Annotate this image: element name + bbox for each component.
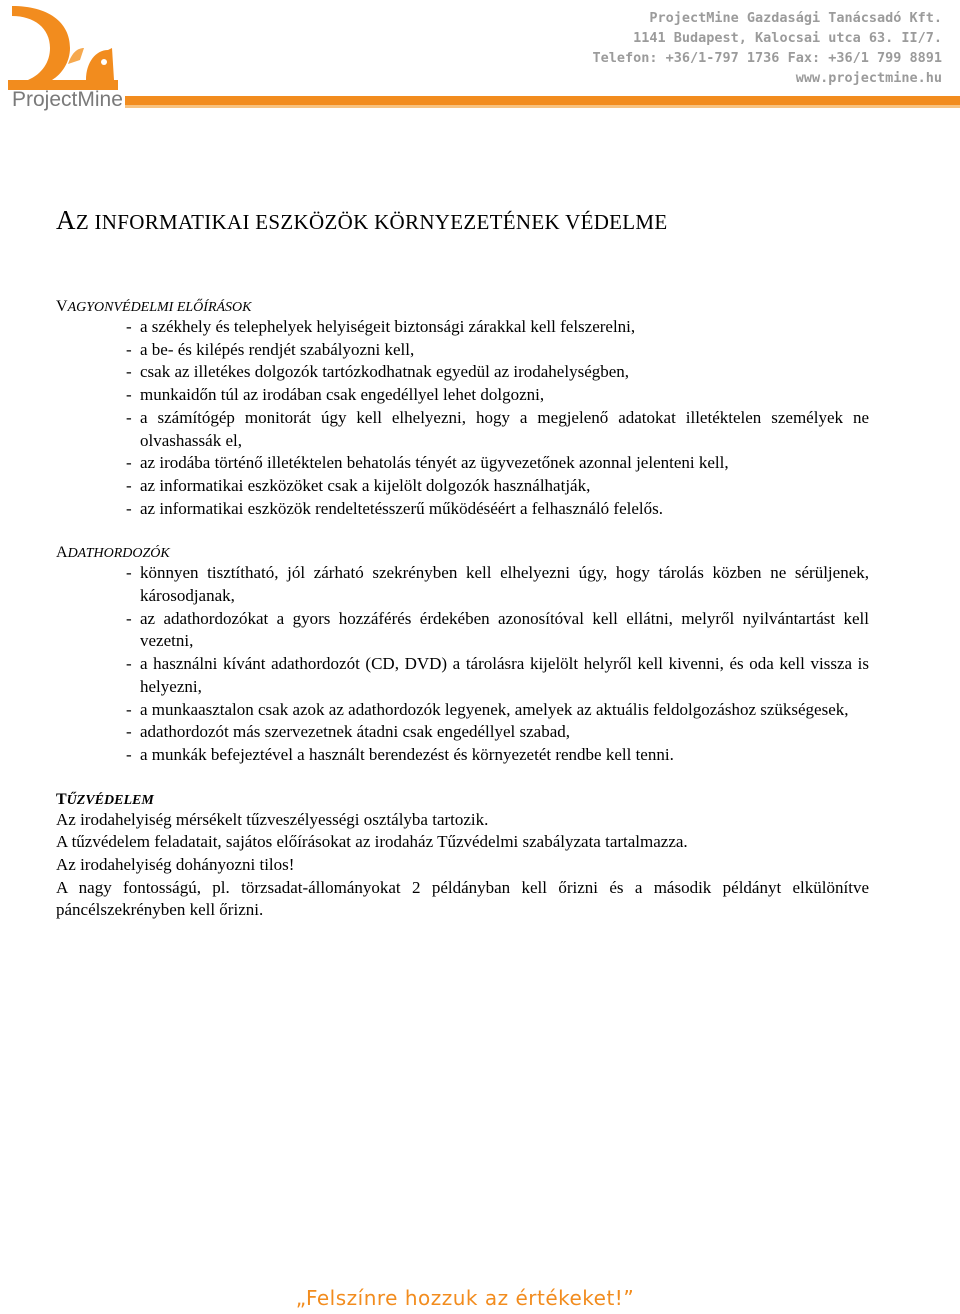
list-item: - az adathordozókat a gyors hozzáférés érdekében azonosítóval kell ellátni, melyről nyilvántartást kell vezetni, <box>140 608 869 653</box>
section-title-data-carriers: ADATHORDOZÓK <box>56 544 170 562</box>
list-item: - a munkák befejeztével a használt berendezést és környezetét rendbe kell tenni. <box>140 744 869 767</box>
list-item: - az informatikai eszközök rendeltetésszerű működéséért a felhasználó felelős. <box>140 498 869 521</box>
footer-slogan: „Felszínre hozzuk az értékeket!” <box>295 1286 635 1310</box>
company-address: 1141 Budapest, Kalocsai utca 63. II/7. <box>633 30 942 46</box>
fire-paragraph: A tűzvédelem feladatait, sajátos előírásokat az irodaház Tűzvédelmi szabályzata tartalmazza. <box>56 832 688 852</box>
section-title-fire-protection: TŰZVÉDELEM <box>56 790 154 808</box>
list-item: - a székhely és telephelyek helyiségeit biztonsági zárakkal kell felszerelni, <box>140 316 869 339</box>
list-item: - a számítógép monitorát úgy kell elhelyezni, hogy a megjelenő adatokat illetéktelen személyek ne olvashassák el, <box>140 407 869 452</box>
list-item: - az informatikai eszközöket csak a kijelölt dolgozók használhatják, <box>140 475 869 498</box>
company-logo <box>8 4 128 116</box>
list-item: - a használni kívánt adathordozót (CD, DVD) a tárolásra kijelölt helyről kell kivenni, és oda kell vissza is helyezni, <box>140 653 869 698</box>
property-protection-list <box>56 316 869 520</box>
header-divider <box>125 96 960 105</box>
section-title-property-protection: VAGYONVÉDELMI ELŐÍRÁSOK <box>56 298 252 315</box>
list-item: - munkaidőn túl az irodában csak engedéllyel lehet dolgozni, <box>140 384 869 407</box>
company-name: ProjectMine Gazdasági Tanácsadó Kft. <box>649 10 942 26</box>
list-item: - a be- és kilépés rendjét szabályozni kell, <box>140 339 869 362</box>
fox-logo-icon <box>8 4 118 90</box>
list-item: - csak az illetékes dolgozók tartózkodhatnak egyedül az irodahelységben, <box>140 361 869 384</box>
fire-paragraph: Az irodahelyiség mérsékelt tűzveszélyességi osztályba tartozik. <box>56 809 489 829</box>
document-body <box>56 205 869 922</box>
logo-text: ProjectMine <box>12 88 123 111</box>
company-phone: Telefon: +36/1-797 1736 Fax: +36/1 799 8891 <box>592 50 942 66</box>
page-title: AZ INFORMATIKAI ESZKÖZÖK KÖRNYEZETÉNEK VÉDELME <box>56 205 668 235</box>
list-item: - adathordozót más szervezetnek átadni csak engedéllyel szabad, <box>140 721 869 744</box>
list-item: - könnyen tisztítható, jól zárható szekrényben kell elhelyezni úgy, hogy tárolás közben ne sérüljenek, károsodjanak, <box>140 562 869 607</box>
header-divider-light <box>125 105 960 108</box>
page-header <box>0 0 960 120</box>
fire-paragraph: Az irodahelyiség dohányozni tilos! <box>56 855 295 875</box>
fire-paragraph: A nagy fontosságú, pl. törzsadat-állományokat 2 példányban kell őrizni és a második példányt elkülönítve páncélszekrényben kell őrizni. <box>56 877 869 920</box>
company-website: www.projectmine.hu <box>795 70 942 86</box>
data-carriers-list <box>56 562 869 766</box>
company-info <box>593 8 943 88</box>
list-item: - a munkaasztalon csak azok az adathordozók legyenek, amelyek az aktuális feldolgozáshoz szükségesek, <box>140 699 869 722</box>
list-item: - az irodába történő illetéktelen behatolás tényét az ügyvezetőnek azonnal jelenteni kell, <box>140 452 869 475</box>
